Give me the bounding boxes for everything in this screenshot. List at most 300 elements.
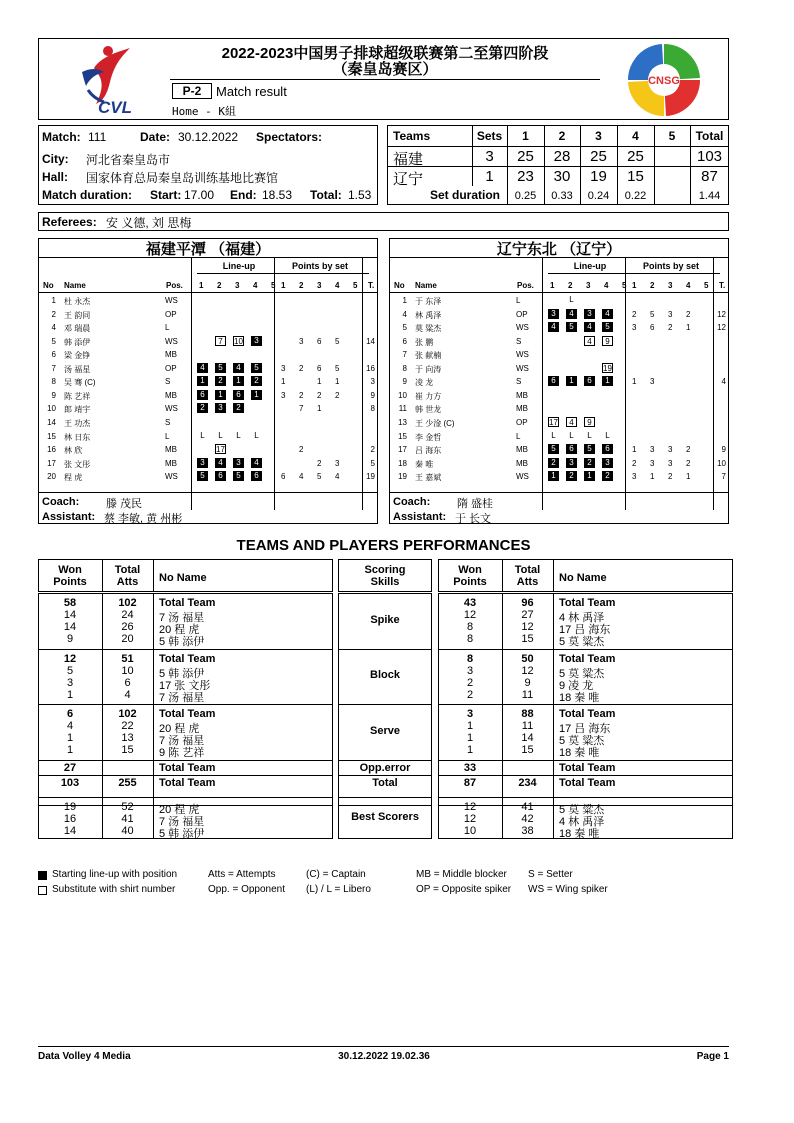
away-best-total-atts: 42 xyxy=(521,813,534,825)
home-player-no: 6 xyxy=(51,350,56,360)
away-player-pos: OP xyxy=(516,417,528,427)
away-no-name: 17 吕 海东 xyxy=(559,723,611,735)
score-cell: 25 xyxy=(590,148,607,165)
hall-value: 国家体育总局秦皇岛训练基地比赛馆 xyxy=(86,171,279,185)
away-points-cell: 3 xyxy=(668,445,673,455)
away-player-no: 19 xyxy=(398,472,407,482)
away-player-name: 崔 力方 xyxy=(415,391,442,401)
away-no-name: Total Team xyxy=(559,652,616,665)
home-points-cell: 4 xyxy=(299,472,304,482)
home-points-cell: 5 xyxy=(317,472,322,482)
subtitle: Home - K組 xyxy=(172,105,236,118)
legend-item: (C) = Captain xyxy=(306,869,366,880)
home-lineup-cell: 3 xyxy=(197,458,208,468)
home-points-cell: 3 xyxy=(335,458,340,468)
away-points-total: 4 xyxy=(721,377,726,387)
performance-title: TEAMS AND PLAYERS PERFORMANCES xyxy=(236,537,531,554)
away-col-header: 2 xyxy=(568,281,573,290)
away-won-points: 1 xyxy=(466,720,474,732)
legend-item: S = Setter xyxy=(528,869,573,880)
away-player-name: 秦 唯 xyxy=(415,459,434,469)
score-cell: 1 xyxy=(485,168,494,185)
home-player-no: 16 xyxy=(47,445,56,455)
away-points-cell: 5 xyxy=(650,309,655,319)
home-total-atts: 6 xyxy=(124,676,131,689)
away-points-cell: 6 xyxy=(650,323,655,333)
away-total-atts: 234 xyxy=(518,776,537,789)
home-player-no: 15 xyxy=(47,431,56,441)
opp-error-rule xyxy=(438,760,733,761)
duration-label: Match duration: xyxy=(42,188,132,202)
home-points-cell: 3 xyxy=(281,363,286,373)
skill-name: Spike xyxy=(370,613,400,626)
home-points-cell: 2 xyxy=(299,363,304,373)
away-col-header: 1 xyxy=(632,281,637,290)
away-no-name: 18 秦 唯 xyxy=(559,747,600,759)
away-lineup-cell: 4 xyxy=(584,322,595,332)
home-points-total: 16 xyxy=(366,363,375,373)
score-cell: 15 xyxy=(627,168,644,185)
home-player-name: 梁 金铮 xyxy=(64,351,91,361)
legend-item: Substitute with shirt number xyxy=(52,884,176,895)
home-lineup-cell: 3 xyxy=(251,336,262,346)
skill-name: Serve xyxy=(370,724,400,737)
home-points-label: Points by set xyxy=(291,261,348,271)
score-cell: 28 xyxy=(553,148,571,165)
away-total-name: Total Team xyxy=(559,776,616,789)
home-total-atts: 102 xyxy=(118,597,137,609)
doc-name: Match result xyxy=(216,84,287,99)
home-player-no: 4 xyxy=(51,323,56,333)
away-opp-error-name: Total Team xyxy=(559,761,616,774)
home-lineup-cell: 6 xyxy=(197,390,208,400)
cnsg-logo-text: CNSG xyxy=(648,75,680,87)
home-player-name: 陈 艺祥 xyxy=(64,391,91,401)
away-player-pos: S xyxy=(516,377,522,387)
cvl-logo-text: CVL xyxy=(98,98,132,117)
away-lineup-cell: 4 xyxy=(566,417,577,427)
end-label: End: xyxy=(230,188,257,202)
away-won-points: 1 xyxy=(466,744,474,756)
away-won-label: Won xyxy=(458,564,482,576)
away-player-pos: MB xyxy=(516,445,528,455)
footer-center: 30.12.2022 19.02.36 xyxy=(338,1051,430,1062)
away-no-name: Total Team xyxy=(559,708,616,720)
home-points-cell: 1 xyxy=(317,377,322,387)
away-player-name: 韩 世龙 xyxy=(415,405,442,415)
home-best-total-atts: 52 xyxy=(121,801,134,813)
away-points-cell: 3 xyxy=(632,323,637,333)
home-player-pos: WS xyxy=(165,336,178,346)
score-cell: 25 xyxy=(627,148,644,165)
home-assistant-label: Assistant: xyxy=(42,511,96,523)
away-col-header: 2 xyxy=(650,281,655,290)
home-lineup-cell: 1 xyxy=(233,376,244,386)
home-best-no-name: 7 汤 福星 xyxy=(159,816,205,828)
start-label: Start: xyxy=(150,188,182,202)
home-total-atts: 24 xyxy=(121,609,134,621)
away-lineup-cell: 6 xyxy=(548,376,559,386)
set-duration-value: 1.44 xyxy=(698,190,721,202)
spectators-label: Spectators: xyxy=(256,130,323,144)
home-total-atts: 13 xyxy=(121,732,134,744)
away-col-header: No xyxy=(394,281,405,290)
best-vline xyxy=(153,797,154,839)
score-cell: 87 xyxy=(701,168,718,185)
home-points-cell: 5 xyxy=(335,336,340,346)
away-header-rule xyxy=(389,292,729,293)
away-player-name: 王 少淦 (C) xyxy=(415,418,455,428)
away-total-label: Total xyxy=(514,564,541,576)
home-lineup-label: Line-up xyxy=(222,261,256,271)
away-won-points: 1 xyxy=(466,732,474,744)
away-total-atts: 96 xyxy=(521,597,534,609)
home-lineup-cell: 3 xyxy=(233,458,244,468)
away-player-pos: MB xyxy=(516,390,528,400)
home-lineup-cell: 5 xyxy=(233,471,244,481)
home-col-header: 2 xyxy=(217,281,222,290)
away-points-cell: 1 xyxy=(632,445,637,455)
away-lineup-cell: 4 xyxy=(566,309,577,319)
title-line1: 2022-2023中国男子排球超级联赛第二至第四阶段 xyxy=(221,45,549,62)
home-points-cell: 1 xyxy=(317,404,322,414)
home-points-total: 9 xyxy=(370,390,375,400)
home-no-name: 20 程 虎 xyxy=(159,723,200,735)
cnsg-logo xyxy=(624,40,704,120)
home-player-no: 5 xyxy=(51,336,56,346)
away-lineup-cell: 1 xyxy=(566,376,577,386)
away-points-cell: 2 xyxy=(632,458,637,468)
away-player-name: 王 嘉斌 xyxy=(415,473,442,483)
away-lineup-cell: 3 xyxy=(584,309,595,319)
away-won-points: 8 xyxy=(466,633,474,645)
home-perf-header-vline xyxy=(153,559,154,592)
away-points-cell: 3 xyxy=(650,445,655,455)
away-player-pos: S xyxy=(516,336,522,346)
home-won-points: 4 xyxy=(66,720,74,732)
match-number: 111 xyxy=(88,130,107,144)
best-vline xyxy=(553,797,554,839)
home-won-points: 5 xyxy=(66,664,74,677)
away-total-won: 87 xyxy=(463,776,477,789)
away-lineup-cell: 4 xyxy=(584,336,595,346)
home-player-no: 14 xyxy=(47,417,56,427)
home-player-no: 10 xyxy=(47,404,56,414)
away-player-pos: MB xyxy=(516,458,528,468)
away-no-name: 17 吕 海东 xyxy=(559,624,611,636)
away-best-won-points: 12 xyxy=(463,801,477,813)
score-grid-hline xyxy=(387,146,729,147)
home-no-name: Total Team xyxy=(159,708,216,720)
home-player-name: 郎 靖宇 xyxy=(64,405,91,415)
home-no-name: 9 陈 艺祥 xyxy=(159,747,205,759)
home-total-atts: 102 xyxy=(118,708,137,720)
total-label: Total xyxy=(372,776,398,789)
away-lineup-cell: L xyxy=(569,430,574,440)
away-total-atts: 12 xyxy=(521,664,534,677)
home-lineup-cell: 6 xyxy=(233,390,244,400)
home-lineup-cell: 4 xyxy=(215,458,226,468)
home-player-name: 林 欣 xyxy=(64,446,83,456)
away-player-no: 11 xyxy=(398,404,407,414)
away-total-atts: 9 xyxy=(524,676,531,689)
home-points-cell: 4 xyxy=(335,472,340,482)
home-best-total-atts: 40 xyxy=(121,825,134,837)
home-won-points: 1 xyxy=(66,688,74,701)
away-lineup-cell: 6 xyxy=(584,376,595,386)
away-player-name: 莫 粱杰 xyxy=(415,324,442,334)
away-sub-rule xyxy=(548,273,720,274)
home-atts-label: Atts xyxy=(116,576,139,588)
home-player-name: 王 韵同 xyxy=(64,310,91,320)
home-lineup-cell: 1 xyxy=(215,390,226,400)
away-points-label: Points xyxy=(453,576,487,588)
away-points-cell: 2 xyxy=(668,323,673,333)
away-points-cell: 2 xyxy=(686,445,691,455)
home-won-points: 14 xyxy=(63,609,77,621)
match-date: 30.12.2022 xyxy=(178,130,239,144)
home-player-pos: MB xyxy=(165,350,177,360)
home-col-header: No xyxy=(43,281,54,290)
score-header: 5 xyxy=(668,129,676,143)
home-player-pos: L xyxy=(165,323,170,333)
footer-rule xyxy=(38,1046,729,1047)
away-player-name: 吕 海东 xyxy=(415,446,442,456)
home-player-pos: OP xyxy=(165,309,177,319)
away-coach-label: Coach: xyxy=(393,496,431,508)
home-col-header: 5 xyxy=(271,281,276,290)
away-best-no-name: 4 林 禹泽 xyxy=(559,816,605,828)
home-sub-rule xyxy=(197,273,369,274)
away-col-header: Name xyxy=(415,281,437,290)
home-lineup-cell: 5 xyxy=(197,471,208,481)
away-total-atts: 88 xyxy=(521,708,534,720)
skill-name: Block xyxy=(370,669,400,682)
home-points-total: 2 xyxy=(370,445,375,455)
home-won-points: 14 xyxy=(63,621,77,633)
away-total-atts: 12 xyxy=(521,621,534,633)
away-lineup-cell: 9 xyxy=(584,417,595,427)
home-total-atts: 15 xyxy=(121,744,134,756)
home-lineup-cell: 7 xyxy=(215,336,226,346)
home-points-cell: 7 xyxy=(299,404,304,414)
opp-error-label: Opp.error xyxy=(359,761,411,774)
home-points-total: 3 xyxy=(370,377,375,387)
away-player-no: 17 xyxy=(398,445,407,455)
home-opp-error-won: 27 xyxy=(63,761,77,774)
score-cell: 30 xyxy=(553,168,571,185)
home-lineup-cell: 2 xyxy=(215,376,226,386)
away-player-name: 张 献楠 xyxy=(415,351,442,361)
away-lineup-cell: 1 xyxy=(602,376,613,386)
away-total-atts: 15 xyxy=(521,744,534,756)
away-points-cell: 1 xyxy=(686,323,691,333)
away-team-name: 辽宁东北 （辽宁） xyxy=(496,241,622,258)
home-lineup-cell: L xyxy=(254,430,259,440)
home-player-no: 9 xyxy=(51,390,56,400)
away-lineup-cell: 1 xyxy=(548,471,559,481)
away-won-points: 8 xyxy=(466,652,474,665)
cvl-logo xyxy=(74,42,138,118)
home-no-name: Total Team xyxy=(159,597,216,609)
set-duration-value: 0.24 xyxy=(587,190,610,202)
home-col-header: 1 xyxy=(281,281,286,290)
away-lineup-cell: 4 xyxy=(602,309,613,319)
away-col-header: 1 xyxy=(550,281,555,290)
home-lineup-cell: 2 xyxy=(233,403,244,413)
total-rule xyxy=(38,775,333,776)
title-underline xyxy=(170,79,600,80)
away-total-atts: 11 xyxy=(521,688,534,701)
home-total-atts: 4 xyxy=(124,688,131,701)
home-col-header: Name xyxy=(64,281,86,290)
away-points-cell: 2 xyxy=(632,309,637,319)
away-lineup-cell: 17 xyxy=(549,417,558,427)
home-lineup-cell: 2 xyxy=(251,376,262,386)
away-player-name: 于 东泽 xyxy=(415,297,442,306)
footer-right: Page 1 xyxy=(696,1051,729,1062)
hall-label: Hall: xyxy=(42,170,69,184)
score-header: Sets xyxy=(476,129,503,143)
total-label: Total: xyxy=(310,188,342,202)
best-scorers-label: Best Scorers xyxy=(351,811,419,823)
away-no-name: 18 秦 唯 xyxy=(559,691,600,704)
away-rule xyxy=(389,257,729,258)
away-player-pos: L xyxy=(516,296,521,305)
home-points-cell: 2 xyxy=(317,458,322,468)
perf-block-rule xyxy=(438,649,733,650)
home-lineup-cell: L xyxy=(218,430,223,440)
home-points-total: 8 xyxy=(370,404,375,414)
starting-lineup-marker xyxy=(38,871,47,880)
away-no-name: 4 林 禹泽 xyxy=(559,612,605,624)
home-col-header: T. xyxy=(368,281,375,290)
home-best-no-name: 5 韩 添伊 xyxy=(159,828,205,840)
away-player-pos: WS xyxy=(516,323,529,333)
away-player-no: 7 xyxy=(402,350,407,360)
away-assistant-label: Assistant: xyxy=(393,511,447,523)
away-best-total-atts: 38 xyxy=(521,825,534,837)
score-cell: 103 xyxy=(696,148,723,165)
perf-block-rule xyxy=(38,704,333,705)
away-lineup-cell: 2 xyxy=(566,471,577,481)
away-points-total: 7 xyxy=(721,472,726,482)
home-lineup-cell: 5 xyxy=(251,363,262,373)
away-col-header: 3 xyxy=(668,281,673,290)
away-lineup-cell: 5 xyxy=(566,322,577,332)
home-total-won: 103 xyxy=(60,776,80,789)
perf-block-rule xyxy=(38,649,333,650)
away-best-no-name: 18 秦 唯 xyxy=(559,828,600,840)
away-col-header: Pos. xyxy=(517,281,534,290)
away-total-atts: 27 xyxy=(521,609,534,621)
opp-error-rule xyxy=(338,760,432,761)
home-lineup-cell: 10 xyxy=(234,336,243,346)
opp-error-rule xyxy=(38,760,333,761)
home-no-name: Total Team xyxy=(159,652,216,665)
score-header: 4 xyxy=(632,129,639,143)
home-player-pos: L xyxy=(165,431,170,441)
away-col-header: 5 xyxy=(704,281,709,290)
home-no-name: 7 汤 福星 xyxy=(159,735,205,747)
home-no-name: 5 韩 添伊 xyxy=(159,667,205,680)
home-player-pos: S xyxy=(165,417,171,427)
home-total-atts: 20 xyxy=(121,633,134,645)
perf-block-rule xyxy=(338,649,432,650)
score-cell: 23 xyxy=(517,168,534,185)
away-points-cell: 2 xyxy=(686,458,691,468)
home-points-total: 19 xyxy=(366,472,375,482)
home-opp-error-name: Total Team xyxy=(159,761,216,774)
start-value: 17.00 xyxy=(184,188,215,202)
away-lineup-cell: 3 xyxy=(566,458,577,468)
score-header: Teams xyxy=(393,129,431,143)
total-duration: 1.53 xyxy=(348,188,372,202)
away-won-points: 3 xyxy=(466,664,474,677)
away-won-points: 3 xyxy=(466,708,474,720)
home-points-cell: 3 xyxy=(281,390,286,400)
home-player-pos: S xyxy=(165,377,171,387)
away-lineup-cell: 6 xyxy=(602,444,613,454)
home-points-cell: 2 xyxy=(299,445,304,455)
away-lineup-cell: 2 xyxy=(602,471,613,481)
away-player-no: 13 xyxy=(398,417,407,427)
home-header-rule xyxy=(38,292,378,293)
away-points-cell: 3 xyxy=(650,458,655,468)
end-value: 18.53 xyxy=(262,188,293,202)
away-player-no: 10 xyxy=(398,390,407,400)
away-points-cell: 2 xyxy=(668,472,673,482)
perf-block-rule xyxy=(438,704,733,705)
legend-item: Opp. = Opponent xyxy=(208,884,286,895)
total-rule xyxy=(338,775,432,776)
away-points-cell: 2 xyxy=(686,309,691,319)
home-player-pos: WS xyxy=(165,296,178,305)
home-total-label: Total xyxy=(114,564,141,576)
doc-code: P-2 xyxy=(172,83,212,99)
city-label: City: xyxy=(42,152,69,166)
away-best-won-points: 10 xyxy=(463,825,477,837)
home-points-cell: 2 xyxy=(299,390,304,400)
home-player-name: 邓 瑞晨 xyxy=(64,324,91,334)
away-vline xyxy=(625,257,626,510)
home-player-no: 2 xyxy=(51,309,56,319)
home-player-pos: WS xyxy=(165,472,178,482)
score-duration-vline xyxy=(654,186,655,205)
skills-label: Skills xyxy=(370,576,400,588)
away-lineup-cell: 3 xyxy=(602,458,613,468)
home-points-cell: 1 xyxy=(335,377,340,387)
home-team-name: 福建平潭 （福建） xyxy=(145,241,271,258)
home-points-cell: 1 xyxy=(281,377,286,387)
home-lineup-cell: 4 xyxy=(197,363,208,373)
home-total-atts: 10 xyxy=(121,664,134,677)
home-rule xyxy=(38,257,378,258)
score-header: 3 xyxy=(595,129,602,143)
home-col-header: 4 xyxy=(253,281,258,290)
home-points-cell: 6 xyxy=(317,336,322,346)
away-won-points: 8 xyxy=(466,621,474,633)
title-line2: （秦皇岛赛区） xyxy=(332,61,438,78)
away-no-name-label: No Name xyxy=(559,572,607,584)
date-label: Date: xyxy=(140,130,171,144)
home-won-points: 1 xyxy=(66,744,74,756)
away-lineup-cell: 2 xyxy=(584,458,595,468)
home-lineup-cell: 2 xyxy=(197,403,208,413)
away-player-name: 于 向涛 xyxy=(415,364,442,374)
home-won-points: 6 xyxy=(66,708,74,720)
away-player-name: 张 鹏 xyxy=(415,337,434,347)
